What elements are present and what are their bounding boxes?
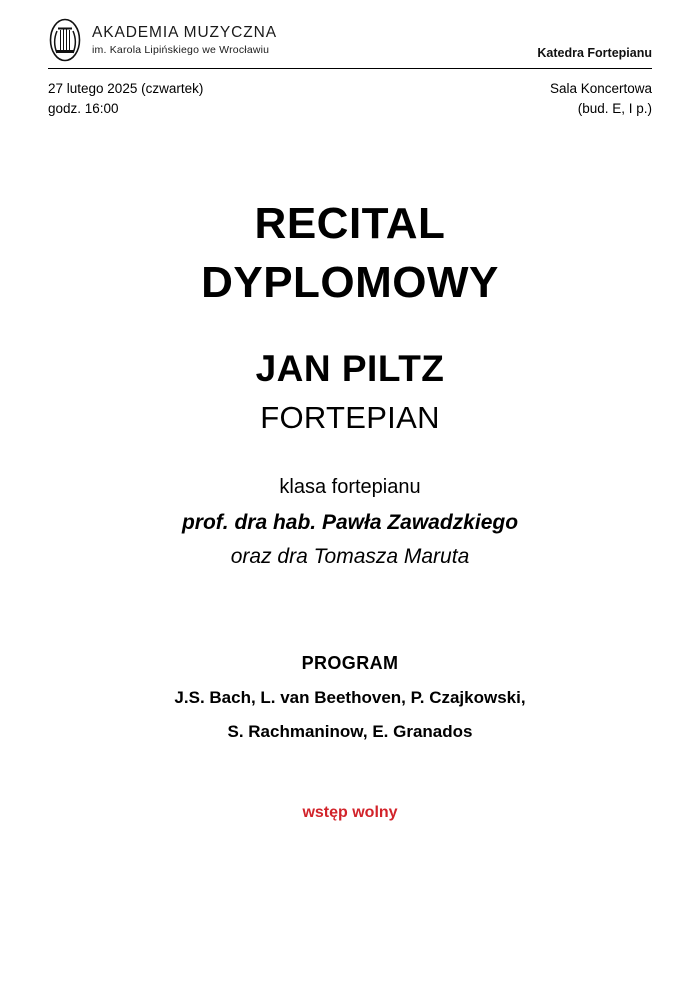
department-label: Katedra Fortepianu xyxy=(537,46,652,60)
institution-line1: AKADEMIA MUZYCZNA xyxy=(92,24,277,42)
event-meta xyxy=(48,79,652,120)
teacher-secondary: oraz dra Tomasza Maruta xyxy=(230,545,470,569)
event-venue xyxy=(550,79,652,120)
institution-line2: im. Karola Lipińskiego we Wrocławiu xyxy=(92,43,270,56)
teacher-primary: prof. dra hab. Pawła Zawadzkiego xyxy=(181,511,519,535)
performer-instrument: FORTEPIAN xyxy=(260,400,440,436)
free-entry-note: wstęp wolny xyxy=(302,804,398,822)
program-composers-line2: S. Rachmaninow, E. Granados xyxy=(227,722,473,742)
performer-name: JAN PILTZ xyxy=(255,348,445,390)
event-title-line1: RECITAL xyxy=(254,198,446,248)
program-composers-line1: J.S. Bach, L. van Beethoven, P. Czajkowski, xyxy=(174,688,526,708)
event-date: 27 lutego 2025 (czwartek) xyxy=(48,81,204,96)
event-datetime xyxy=(48,79,203,120)
lyre-icon xyxy=(48,18,82,62)
event-title-line2: DYPLOMOWY xyxy=(201,257,499,307)
venue-detail: (bud. E, I p.) xyxy=(577,101,652,117)
header-divider xyxy=(48,68,652,69)
program-heading: PROGRAM xyxy=(301,653,399,674)
class-label: klasa fortepianu xyxy=(279,476,421,499)
venue-name: Sala Koncertowa xyxy=(549,81,652,96)
poster-header xyxy=(48,0,652,62)
institution-logo xyxy=(48,18,277,62)
event-time: godz. 16:00 xyxy=(48,101,119,117)
institution-name xyxy=(92,24,277,56)
poster-body xyxy=(48,194,652,823)
